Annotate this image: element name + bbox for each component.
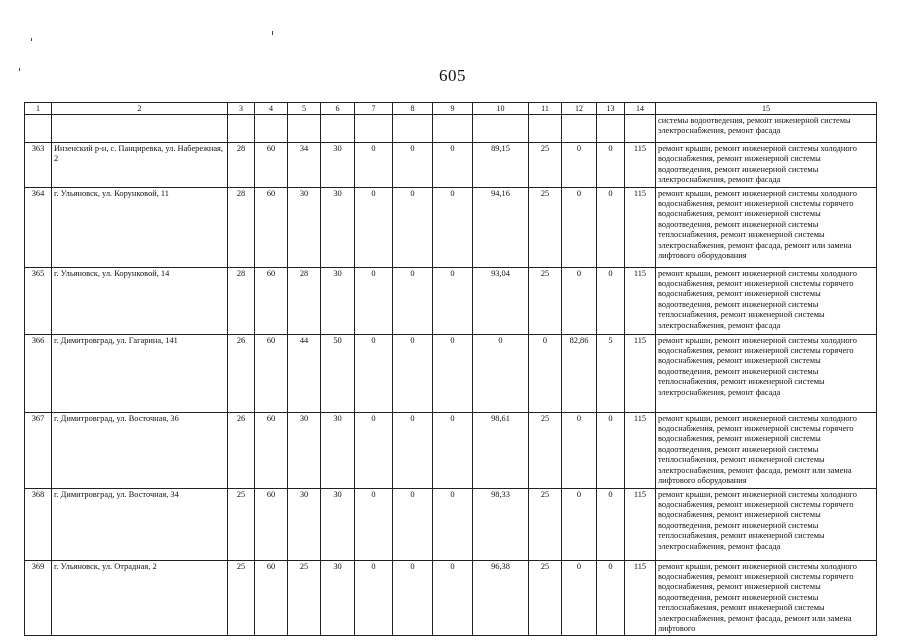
column-number: 10: [473, 103, 529, 115]
value-cell: 60: [255, 412, 288, 488]
value-cell: 98,61: [473, 412, 529, 488]
row-number-cell: 365: [25, 267, 52, 334]
value-cell: 28: [228, 187, 255, 267]
value-cell: 0: [597, 143, 625, 188]
value-cell: 25: [228, 560, 255, 636]
value-cell: 0: [562, 187, 597, 267]
column-number: 12: [562, 103, 597, 115]
table-row: [25, 412, 877, 488]
row-number-cell: 369: [25, 560, 52, 636]
empty-cell: [393, 115, 433, 143]
continuation-row: [25, 115, 877, 143]
column-number: 4: [255, 103, 288, 115]
row-number-cell: 367: [25, 412, 52, 488]
works-list: ремонт крыши, ремонт инженерной системы холодного водоснабжения, ремонт инженерной системы горячего водоснабжения, ремонт инженерной системы водоотведения, ремонт инженерной системы теплоснабжения, ремонт инженерной системы электроснабжения, ремонт фасада, ремонт или замена лифтового: [656, 560, 877, 636]
value-cell: 0: [597, 267, 625, 334]
value-cell: 25: [288, 560, 321, 636]
column-number: 13: [597, 103, 625, 115]
empty-cell: [625, 115, 656, 143]
value-cell: 30: [321, 488, 355, 560]
address-cell: г. Ульяновск, ул. Корунковой, 11: [52, 187, 228, 267]
value-cell: 5: [597, 334, 625, 412]
value-cell: 30: [288, 412, 321, 488]
value-cell: 96,38: [473, 560, 529, 636]
scan-speck: [272, 31, 273, 35]
column-number-row: [25, 103, 877, 115]
works-list: ремонт крыши, ремонт инженерной системы холодного водоснабжения, ремонт инженерной системы горячего водоснабжения, ремонт инженерной системы водоотведения, ремонт инженерной системы теплоснабжения, ремонт инженерной системы электроснабжения, ремонт фасада, ремонт или замена лифтового оборудования: [656, 187, 877, 267]
works-list: ремонт крыши, ремонт инженерной системы холодного водоснабжения, ремонт инженерной системы водоотведения, ремонт инженерной системы электроснабжения, ремонт фасада: [656, 143, 877, 188]
value-cell: 60: [255, 334, 288, 412]
value-cell: 115: [625, 143, 656, 188]
table-row: [25, 560, 877, 636]
value-cell: 34: [288, 143, 321, 188]
value-cell: 60: [255, 143, 288, 188]
address-cell: г. Димитровград, ул. Восточная, 34: [52, 488, 228, 560]
column-number: 15: [656, 103, 877, 115]
value-cell: 0: [355, 334, 393, 412]
value-cell: 115: [625, 267, 656, 334]
works-list: ремонт крыши, ремонт инженерной системы холодного водоснабжения, ремонт инженерной системы горячего водоснабжения, ремонт инженерной системы водоотведения, ремонт инженерной системы теплоснабжения, ремонт инженерной системы электроснабжения, ремонт фасада: [656, 334, 877, 412]
value-cell: 28: [288, 267, 321, 334]
empty-cell: [355, 115, 393, 143]
row-number-cell: 363: [25, 143, 52, 188]
value-cell: 0: [562, 488, 597, 560]
value-cell: 0: [597, 187, 625, 267]
empty-cell: [255, 115, 288, 143]
row-number-cell: 366: [25, 334, 52, 412]
repair-program-table: [24, 102, 877, 636]
column-number: 14: [625, 103, 656, 115]
empty-cell: [52, 115, 228, 143]
value-cell: 0: [433, 334, 473, 412]
value-cell: 0: [433, 488, 473, 560]
value-cell: 0: [433, 187, 473, 267]
value-cell: 0: [433, 560, 473, 636]
value-cell: 30: [288, 488, 321, 560]
value-cell: 115: [625, 187, 656, 267]
value-cell: 0: [433, 267, 473, 334]
empty-cell: [288, 115, 321, 143]
column-number: 1: [25, 103, 52, 115]
row-number-cell: 364: [25, 187, 52, 267]
column-number: 7: [355, 103, 393, 115]
value-cell: 0: [529, 334, 562, 412]
value-cell: 0: [393, 412, 433, 488]
empty-cell: [562, 115, 597, 143]
value-cell: 89,15: [473, 143, 529, 188]
value-cell: 93,04: [473, 267, 529, 334]
empty-cell: [25, 115, 52, 143]
value-cell: 0: [355, 267, 393, 334]
value-cell: 115: [625, 334, 656, 412]
value-cell: 28: [228, 267, 255, 334]
value-cell: 0: [393, 267, 433, 334]
value-cell: 0: [562, 143, 597, 188]
value-cell: 0: [355, 560, 393, 636]
value-cell: 26: [228, 412, 255, 488]
value-cell: 26: [228, 334, 255, 412]
address-cell: г. Ульяновск, ул. Корунковой, 14: [52, 267, 228, 334]
empty-cell: [529, 115, 562, 143]
value-cell: 0: [562, 560, 597, 636]
value-cell: 0: [393, 334, 433, 412]
value-cell: 115: [625, 412, 656, 488]
value-cell: 30: [321, 143, 355, 188]
scan-speck: [31, 38, 32, 41]
empty-cell: [321, 115, 355, 143]
value-cell: 28: [228, 143, 255, 188]
table-row: [25, 267, 877, 334]
value-cell: 30: [288, 187, 321, 267]
column-number: 5: [288, 103, 321, 115]
value-cell: 30: [321, 267, 355, 334]
value-cell: 0: [562, 412, 597, 488]
value-cell: 0: [433, 143, 473, 188]
value-cell: 0: [393, 488, 433, 560]
row-number-cell: 368: [25, 488, 52, 560]
works-list: ремонт крыши, ремонт инженерной системы холодного водоснабжения, ремонт инженерной системы горячего водоснабжения, ремонт инженерной системы водоотведения, ремонт инженерной системы теплоснабжения, ремонт инженерной системы электроснабжения, ремонт фасада: [656, 267, 877, 334]
empty-cell: [473, 115, 529, 143]
empty-cell: [228, 115, 255, 143]
value-cell: 60: [255, 187, 288, 267]
value-cell: 60: [255, 488, 288, 560]
value-cell: 25: [529, 488, 562, 560]
value-cell: 0: [562, 267, 597, 334]
value-cell: 25: [529, 267, 562, 334]
works-list: ремонт крыши, ремонт инженерной системы холодного водоснабжения, ремонт инженерной системы горячего водоснабжения, ремонт инженерной системы водоотведения, ремонт инженерной системы теплоснабжения, ремонт инженерной системы электроснабжения, ремонт фасада, ремонт или замена лифтового оборудования: [656, 412, 877, 488]
value-cell: 98,33: [473, 488, 529, 560]
address-cell: г. Димитровград, ул. Гагарина, 141: [52, 334, 228, 412]
value-cell: 50: [321, 334, 355, 412]
table-row: [25, 143, 877, 188]
column-number: 3: [228, 103, 255, 115]
address-cell: Инзенский р-н, с. Панциревка, ул. Набережная, 2: [52, 143, 228, 188]
value-cell: 0: [355, 143, 393, 188]
value-cell: 30: [321, 412, 355, 488]
value-cell: 30: [321, 560, 355, 636]
column-number: 9: [433, 103, 473, 115]
value-cell: 25: [529, 187, 562, 267]
page-number: 605: [439, 66, 466, 85]
value-cell: 0: [393, 560, 433, 636]
value-cell: 0: [597, 488, 625, 560]
works-list: ремонт крыши, ремонт инженерной системы холодного водоснабжения, ремонт инженерной системы горячего водоснабжения, ремонт инженерной системы водоотведения, ремонт инженерной системы теплоснабжения, ремонт инженерной системы электроснабжения, ремонт фасада: [656, 488, 877, 560]
value-cell: 44: [288, 334, 321, 412]
empty-cell: [597, 115, 625, 143]
value-cell: 82,86: [562, 334, 597, 412]
value-cell: 0: [355, 412, 393, 488]
table-row: [25, 334, 877, 412]
address-cell: г. Димитровград, ул. Восточная, 36: [52, 412, 228, 488]
value-cell: 94,16: [473, 187, 529, 267]
empty-cell: [433, 115, 473, 143]
value-cell: 30: [321, 187, 355, 267]
table-row: [25, 187, 877, 267]
value-cell: 115: [625, 488, 656, 560]
value-cell: 25: [529, 143, 562, 188]
value-cell: 0: [473, 334, 529, 412]
value-cell: 0: [393, 187, 433, 267]
value-cell: 0: [597, 412, 625, 488]
table-row: [25, 488, 877, 560]
value-cell: 60: [255, 560, 288, 636]
works-list: системы водоотведения, ремонт инженерной системы электроснабжения, ремонт фасада: [656, 115, 877, 143]
value-cell: 0: [355, 488, 393, 560]
value-cell: 0: [355, 187, 393, 267]
column-number: 8: [393, 103, 433, 115]
value-cell: 25: [529, 412, 562, 488]
value-cell: 25: [529, 560, 562, 636]
value-cell: 0: [433, 412, 473, 488]
column-number: 2: [52, 103, 228, 115]
value-cell: 0: [393, 143, 433, 188]
column-number: 6: [321, 103, 355, 115]
value-cell: 0: [597, 560, 625, 636]
value-cell: 25: [228, 488, 255, 560]
address-cell: г. Ульяновск, ул. Отрадная, 2: [52, 560, 228, 636]
value-cell: 115: [625, 560, 656, 636]
column-number: 11: [529, 103, 562, 115]
value-cell: 60: [255, 267, 288, 334]
